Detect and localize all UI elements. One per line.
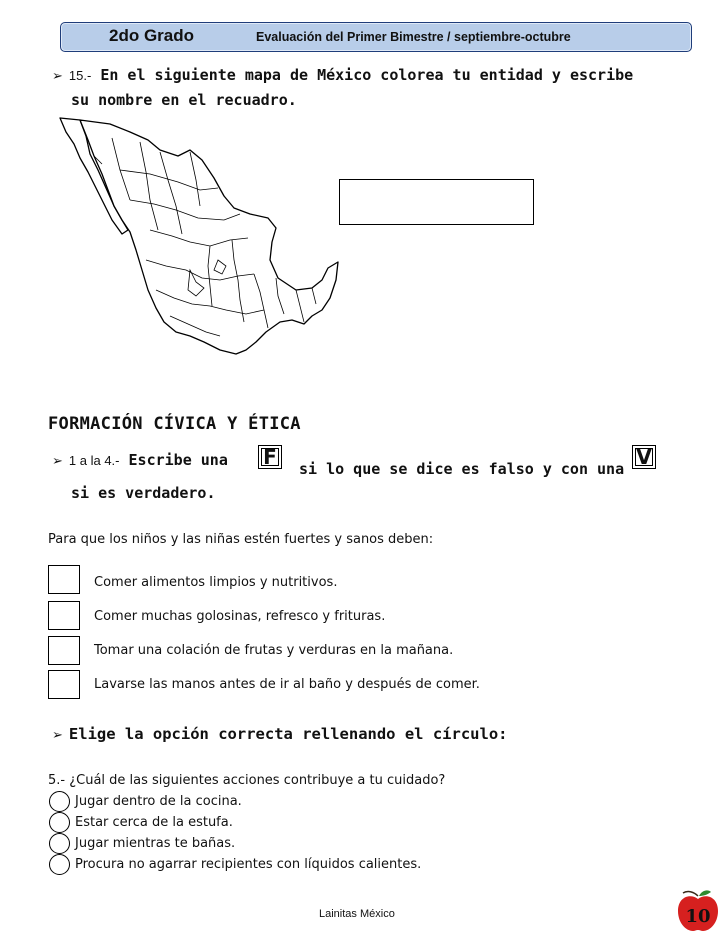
option-3: Jugar mientras te bañas.	[75, 836, 236, 851]
choice-instruction	[52, 725, 508, 743]
question-1-4	[52, 451, 228, 469]
question-number: 1 a la 4.-	[68, 453, 120, 468]
question-number: 15.-	[68, 68, 92, 83]
arrow-bullet-icon: ➢	[52, 454, 63, 469]
evaluation-title: Evaluación del Primer Bimestre / septiembre-octubre	[256, 30, 571, 44]
option-radio-4[interactable]	[49, 854, 70, 875]
option-1: Jugar dentro de la cocina.	[75, 794, 242, 809]
tf-item-4: Lavarse las manos antes de ir al baño y después de comer.	[94, 677, 480, 692]
grade-label: 2do Grado	[109, 26, 195, 45]
tf-item-2: Comer muchas golosinas, refresco y frituras.	[94, 609, 386, 624]
letter-v-icon: V	[632, 445, 656, 469]
question-5: 5.- ¿Cuál de las siguientes acciones contribuye a tu cuidado?	[48, 773, 446, 788]
map-mainland	[80, 120, 338, 354]
arrow-bullet-icon: ➢	[52, 728, 63, 743]
tf-item-3: Tomar una colación de frutas y verduras en la mañana.	[94, 643, 454, 658]
answer-box-1[interactable]	[48, 565, 80, 594]
mexico-map[interactable]	[50, 110, 342, 405]
answer-box-3[interactable]	[48, 636, 80, 665]
option-radio-2[interactable]	[49, 812, 70, 833]
option-4: Procura no agarrar recipientes con líquidos calientes.	[75, 857, 422, 872]
apple-icon	[676, 887, 720, 933]
choice-instruction-text: Elige la opción correcta rellenando el círculo:	[68, 725, 508, 743]
tf-item-1: Comer alimentos limpios y nutritivos.	[94, 575, 338, 590]
state-name-answer-box[interactable]	[339, 179, 534, 225]
question-text-line1: En el siguiente mapa de México colorea tu entidad y escribe	[100, 66, 634, 84]
option-radio-1[interactable]	[49, 791, 70, 812]
option-2: Estar cerca de la estufa.	[75, 815, 233, 830]
arrow-bullet-icon: ➢	[52, 69, 63, 84]
option-radio-3[interactable]	[49, 833, 70, 854]
letter-f-icon: F	[258, 445, 282, 469]
question-15-line2: su nombre en el recuadro.	[71, 91, 297, 109]
instruction-part1: Escribe una	[128, 451, 228, 469]
answer-box-2[interactable]	[48, 601, 80, 630]
instruction-part2: si lo que se dice es falso y con una	[299, 460, 625, 478]
tf-intro: Para que los niños y las niñas estén fuertes y sanos deben:	[48, 532, 434, 547]
question-15	[52, 66, 633, 84]
answer-box-4[interactable]	[48, 670, 80, 699]
section-title: FORMACIÓN CÍVICA Y ÉTICA	[48, 414, 301, 434]
footer-text: Lainitas México	[319, 908, 395, 920]
header-banner	[60, 22, 692, 52]
instruction-line2: si es verdadero.	[71, 484, 216, 502]
page-number: 10	[685, 906, 711, 927]
